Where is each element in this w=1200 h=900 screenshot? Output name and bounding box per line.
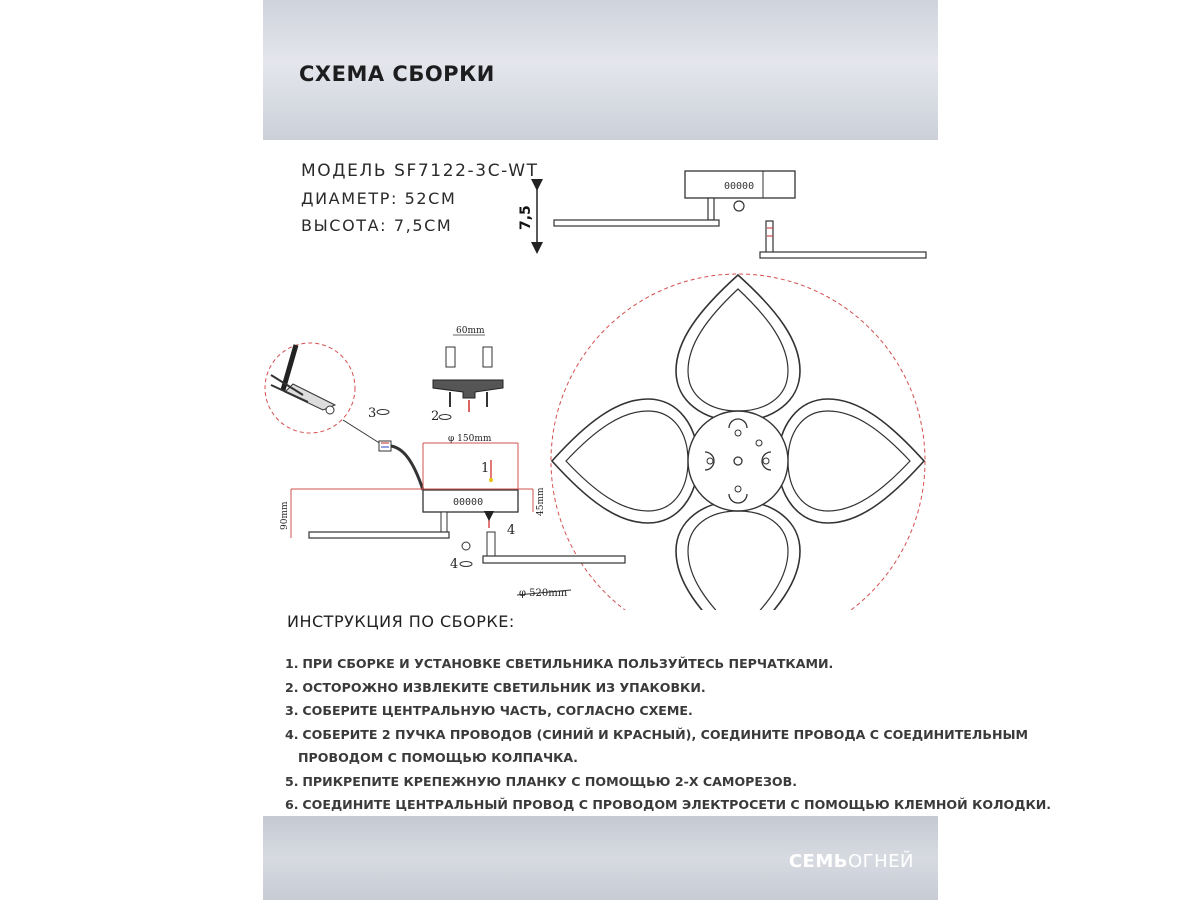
step-text: СОБЕРИТЕ ЦЕНТРАЛЬНУЮ ЧАСТЬ, СОГЛАСНО СХЕМЕ.	[302, 703, 693, 718]
petal-top	[676, 275, 800, 421]
screw-head	[734, 201, 744, 211]
assembly-drawing	[263, 140, 938, 610]
step-number: 2.	[285, 679, 299, 695]
header-band	[263, 0, 938, 140]
spec-diameter: ДИАМЕТР: 52СМ	[301, 189, 457, 208]
step-text: ПРИ СБОРКЕ И УСТАНОВКЕ СВЕТИЛЬНИКА ПОЛЬЗУЙТЕСЬ ПЕРЧАТКАМИ.	[302, 656, 834, 671]
canopy-front-display: 00000	[453, 497, 484, 508]
instructions-title: ИНСТРУКЦИЯ ПО СБОРКЕ:	[287, 612, 515, 631]
page-title: СХЕМА СБОРКИ	[299, 62, 495, 86]
brand-bold: СЕМЬ	[788, 851, 848, 872]
step-6	[285, 793, 1052, 817]
canopy-display: 00000	[724, 181, 755, 192]
step-text: СОБЕРИТЕ 2 ПУЧКА ПРОВОДОВ (СИНИЙ И КРАСНЫЙ), СОЕДИНИТЕ ПРОВОДА С СОЕДИНИТЕЛЬНЫМ	[302, 726, 1029, 742]
callout-1: 1	[481, 461, 490, 476]
instruction-steps	[285, 652, 1052, 817]
callout-4-lower: 4	[450, 557, 459, 572]
dimension-90: 90mm	[280, 501, 290, 530]
callout-4-upper: 4	[507, 523, 516, 538]
step-number: 5.	[285, 773, 299, 789]
mounting-bracket	[433, 380, 503, 398]
side-arm-right	[760, 252, 926, 258]
side-stem	[708, 198, 714, 220]
step-3	[285, 699, 935, 723]
dimension-60: 60mm	[456, 326, 485, 336]
side-stem-right	[766, 221, 773, 253]
petal-right	[778, 399, 924, 523]
spec-height: ВЫСОТА: 7,5СМ	[301, 216, 453, 235]
step-1	[285, 652, 935, 676]
dimension-45: 45mm	[536, 487, 546, 516]
step-4-continuation: ПРОВОДОМ С ПОМОЩЬЮ КОЛПАЧКА.	[298, 750, 578, 765]
instruction-sheet	[263, 0, 1052, 900]
callout-2: 2	[431, 409, 440, 424]
height-dimension-label: 7,5	[518, 205, 534, 230]
install-arm-right	[483, 556, 625, 563]
step-number: 6.	[285, 797, 299, 812]
step-text: СОЕДИНИТЕ ЦЕНТРАЛЬНЫЙ ПРОВОД С ПРОВОДОМ ЭЛЕКТРОСЕТИ С ПОМОЩЬЮ КЛЕМНОЙ КОЛОДКИ.	[302, 797, 1052, 812]
dimension-520: φ 520mm	[519, 588, 568, 599]
spec-model: МОДЕЛЬ SF7122-3C-WT	[301, 161, 539, 181]
step-number: 3.	[285, 703, 299, 718]
callout-3: 3	[368, 406, 377, 421]
step-number: 1.	[285, 656, 299, 671]
wall-anchors	[446, 347, 492, 367]
petal-left	[552, 399, 698, 523]
side-arm-left	[554, 220, 719, 226]
step-4	[285, 723, 1029, 747]
brand-logo	[789, 851, 914, 872]
footer-band	[263, 816, 938, 900]
step-5	[285, 770, 935, 794]
side-view	[518, 171, 926, 258]
step-text: ПРИКРЕПИТЕ КРЕПЕЖНУЮ ПЛАНКУ С ПОМОЩЬЮ 2-Х САМОРЕЗОВ.	[302, 773, 798, 789]
installation-view	[265, 326, 625, 572]
step-text: ОСТОРОЖНО ИЗВЛЕКИТЕ СВЕТИЛЬНИК ИЗ УПАКОВКИ.	[302, 679, 706, 695]
dimension-150: φ 150mm	[448, 434, 492, 444]
brand-light: ОГНЕЙ	[847, 851, 914, 872]
install-arm-left	[309, 532, 449, 538]
petal-bottom	[676, 501, 800, 610]
center-hub	[688, 411, 788, 511]
step-number: 4.	[285, 726, 299, 742]
step-2	[285, 676, 935, 700]
